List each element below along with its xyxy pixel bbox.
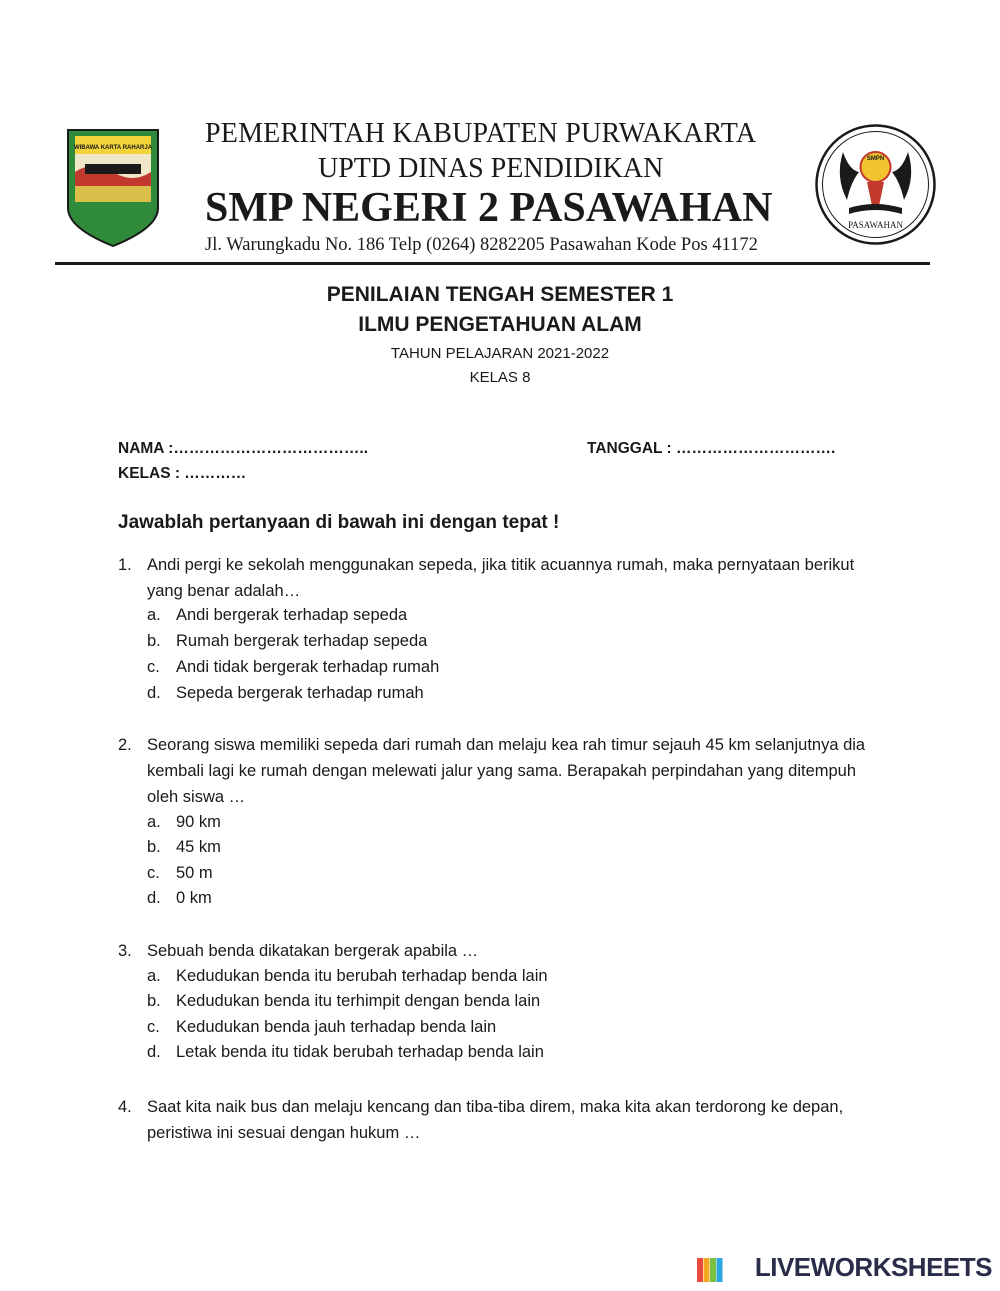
option-text: 50 m — [176, 864, 213, 882]
school-address: Jl. Warungkadu No. 186 Telp (0264) 8282205 Pasawahan Kode Pos 41172 — [205, 235, 758, 255]
option-text: Andi bergerak terhadap sepeda — [176, 606, 408, 624]
government-header: PEMERINTAH KABUPATEN PURWAKARTA — [205, 118, 757, 149]
option-letter: b. — [147, 838, 161, 856]
class-field[interactable]: KELAS : ………… — [118, 465, 247, 482]
option-text: Andi tidak bergerak terhadap rumah — [176, 658, 440, 676]
question-number: 4. — [118, 1098, 132, 1116]
question-2 — [0, 732, 1000, 810]
question-text: Seorang siswa memiliki sepeda dari rumah dan melaju kea rah timur sejauh 45 km selanjutnya dia kembali lagi ke rumah dengan melewati jalur yang sama. Berapakah perpindahan yang ditempuh oleh siswa … — [147, 736, 866, 806]
question-number: 2. — [118, 736, 132, 754]
academic-year: TAHUN PELAJARAN 2021-2022 — [390, 345, 610, 362]
option-letter: c. — [147, 864, 160, 882]
name-field[interactable]: NAMA :……………………………….. — [118, 440, 368, 457]
department-header: UPTD DINAS PENDIDIKAN — [318, 153, 664, 184]
option-letter: a. — [147, 813, 161, 831]
option-text: Sepeda bergerak terhadap rumah — [176, 684, 424, 702]
option-letter: d. — [147, 684, 161, 702]
kabupaten-crest-logo — [63, 124, 163, 250]
subject-title: ILMU PENGETAHUAN ALAM — [358, 313, 642, 336]
liveworksheets-brand[interactable]: LIVEWORKSHEETS — [754, 1252, 992, 1282]
question-number: 1. — [118, 556, 132, 574]
school-emblem-logo — [813, 122, 938, 247]
option-letter: c. — [147, 658, 160, 676]
option-text: 0 km — [176, 889, 212, 907]
option-text: 45 km — [176, 838, 221, 856]
instruction-text: Jawablah pertanyaan di bawah ini dengan tepat ! — [118, 512, 560, 533]
option-text: Kedudukan benda jauh terhadap benda lain — [176, 1018, 497, 1036]
option-letter: d. — [147, 889, 161, 907]
question-number: 3. — [118, 942, 132, 960]
class-level: KELAS 8 — [469, 369, 531, 386]
exam-title: PENILAIAN TENGAH SEMESTER 1 — [326, 283, 674, 306]
option-text: Kedudukan benda itu berubah terhadap benda lain — [176, 967, 548, 985]
question-1 — [0, 552, 1000, 604]
option-text: 90 km — [176, 813, 221, 831]
question-3 — [0, 938, 1000, 964]
question-text: Andi pergi ke sekolah menggunakan sepeda, jika titik acuannya rumah, maka pernyataan berikut yang benar adalah… — [147, 556, 855, 600]
question-text: Saat kita naik bus dan melaju kencang dan tiba-tiba direm, maka kita akan terdorong ke depan, peristiwa ini sesuai dengan hukum … — [147, 1098, 844, 1142]
option-letter: a. — [147, 606, 161, 624]
option-letter: b. — [147, 992, 161, 1010]
question-4 — [0, 1094, 1000, 1146]
option-letter: d. — [147, 1043, 161, 1061]
option-letter: c. — [147, 1018, 160, 1036]
liveworksheets-logo-icon — [697, 1258, 723, 1282]
option-text: Kedudukan benda itu terhimpit dengan benda lain — [176, 992, 541, 1010]
emblem-top-text: SMPN — [866, 156, 885, 162]
option-text: Rumah bergerak terhadap sepeda — [176, 632, 428, 650]
crest-banner-text: WIBAWA KARTA RAHARJA — [73, 145, 153, 151]
question-text: Sebuah benda dikatakan bergerak apabila … — [147, 942, 479, 960]
option-text: Letak benda itu tidak berubah terhadap benda lain — [176, 1043, 544, 1061]
option-letter: a. — [147, 967, 161, 985]
school-name: SMP NEGERI 2 PASAWAHAN — [205, 185, 773, 231]
date-field[interactable]: TANGGAL : …………………………. — [587, 440, 836, 457]
header-divider — [55, 262, 930, 265]
emblem-ribbon-text: PASAWAHAN — [848, 220, 903, 230]
option-letter: b. — [147, 632, 161, 650]
